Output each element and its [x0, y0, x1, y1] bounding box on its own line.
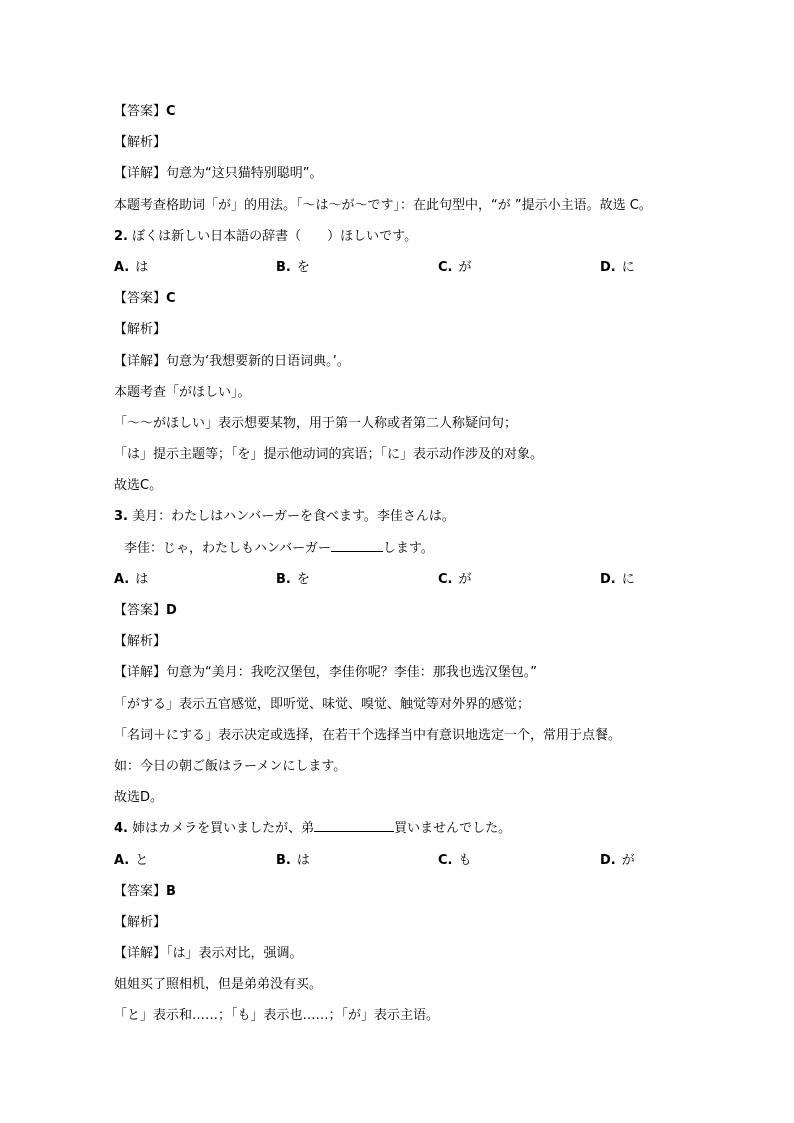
option-d: D. に: [600, 259, 635, 275]
option-a: A. は: [114, 259, 149, 275]
note-text: 本题考查格助词「が」的用法。「～は～が～です」：在此句型中，“が ”提示小主语。故选 C。: [114, 197, 652, 213]
q3-options: [114, 568, 714, 599]
q4-detail-line: [114, 942, 714, 973]
note-text: 「～～がほしい」表示想要某物，用于第一人称或者第二人称疑问句；: [114, 415, 518, 431]
exam-page: [114, 100, 714, 1036]
detail-text: 句意为“这只猫特别聪明”。: [166, 166, 323, 182]
dialogue-line-before: 李佳：じゃ，わたしもハンバーガー: [124, 540, 331, 556]
answer-blank: [314, 817, 394, 832]
q3-analysis-line: [114, 630, 714, 661]
q1-analysis-line: [114, 131, 714, 162]
q4-note-line: [114, 1004, 714, 1035]
q3-stem-line2: [114, 537, 714, 568]
stem-text-after: ）ほしいです。: [327, 228, 418, 244]
question-number: 4.: [114, 821, 128, 837]
analysis-tag: 【解析】: [114, 135, 167, 151]
analysis-tag: 【解析】: [114, 914, 167, 930]
q1-detail-line: [114, 162, 714, 193]
dialogue-line-after: します。: [382, 540, 434, 556]
detail-tag: 【详解】: [114, 665, 167, 681]
option-d: D. に: [600, 571, 635, 587]
detail-tag: 【详解】: [114, 166, 167, 182]
detail-tag: 【详解】: [114, 946, 167, 962]
q3-stem-line1: [114, 505, 714, 536]
q2-answer-line: [114, 287, 714, 318]
q2-analysis-line: [114, 318, 714, 349]
answer-tag: 【答案】: [114, 603, 167, 618]
q4-stem: [114, 817, 714, 848]
detail-text: 句意为‘我想要新的日语词典。’。: [166, 353, 350, 369]
q3-conclusion: [114, 786, 714, 817]
detail-text: 「は」表示对比，强调。: [166, 946, 303, 962]
q2-detail-line: [114, 350, 714, 381]
note-text: 「名词＋にする」表示决定或选择，在若干个选择当中有意识地选定一个，常用于点餐。: [114, 727, 622, 743]
conclusion-text: 故选D。: [114, 790, 164, 806]
q4-answer-line: [114, 880, 714, 911]
option-b: B. は: [276, 852, 310, 868]
q4-note-line: [114, 973, 714, 1004]
q1-answer-line: [114, 100, 714, 131]
answer-blank: [331, 537, 383, 552]
answer-tag: 【答案】: [114, 883, 167, 899]
note-text: 如：今日の朝ご飯はラーメンにします。: [114, 758, 347, 774]
q3-note-line: [114, 724, 714, 755]
answer-value: D: [166, 603, 177, 618]
q2-options: [114, 256, 714, 287]
q2-note-line: [114, 381, 714, 412]
answer-tag: 【答案】: [114, 104, 167, 119]
note-text: 「がする」表示五官感觉，即听觉、味觉、嗅觉、触觉等对外界的感觉；: [114, 696, 531, 712]
q2-conclusion: [114, 474, 714, 505]
option-d: D. が: [600, 852, 635, 868]
answer-value: B: [166, 883, 176, 899]
answer-tag: 【答案】: [114, 291, 167, 307]
option-c: C. も: [438, 852, 472, 868]
detail-tag: 【详解】: [114, 353, 167, 369]
option-b: B. を: [276, 259, 310, 275]
q3-answer-line: [114, 599, 714, 630]
q2-note-line: [114, 412, 714, 443]
note-text: 「と」表示和……；「も」表示也……；「が」表示主语。: [114, 1008, 440, 1024]
detail-text: 句意为“美月：我吃汉堡包，李佳你呢？李佳：那我也选汉堡包。”: [166, 665, 537, 681]
option-c: C. が: [438, 259, 472, 275]
q4-options: [114, 849, 714, 880]
note-text: 姐姐买了照相机，但是弟弟没有买。: [114, 977, 323, 993]
option-a: A. は: [114, 571, 149, 587]
q4-analysis-line: [114, 911, 714, 942]
stem-text-after: 買いませんでした。: [394, 821, 512, 837]
option-c: C. が: [438, 571, 472, 587]
answer-value: C: [166, 291, 176, 307]
dialogue-line: 美月：わたしはハンバーガーを食べます。李佳さんは。: [132, 509, 455, 525]
answer-value: C: [166, 104, 176, 119]
option-b: B. を: [276, 571, 310, 587]
q3-detail-line: [114, 661, 714, 692]
note-text: 「は」提示主题等；「を」提示他动词的宾语；「に」表示动作涉及的对象。: [114, 447, 544, 463]
q1-note-line: [114, 194, 714, 225]
note-text: 本题考查「がほしい」。: [114, 384, 251, 400]
stem-text-before: 姉はカメラを買いましたが、弟: [132, 821, 315, 837]
q3-note-line: [114, 693, 714, 724]
option-a: A. と: [114, 852, 149, 868]
q3-note-line: [114, 755, 714, 786]
stem-text-before: ぼくは新しい日本語の辞書（: [132, 228, 302, 244]
analysis-tag: 【解析】: [114, 322, 167, 338]
q2-note-line: [114, 443, 714, 474]
analysis-tag: 【解析】: [114, 634, 167, 650]
question-number: 3.: [114, 509, 128, 525]
q2-stem: [114, 225, 714, 256]
question-number: 2.: [114, 228, 128, 244]
conclusion-text: 故选C。: [114, 478, 163, 494]
